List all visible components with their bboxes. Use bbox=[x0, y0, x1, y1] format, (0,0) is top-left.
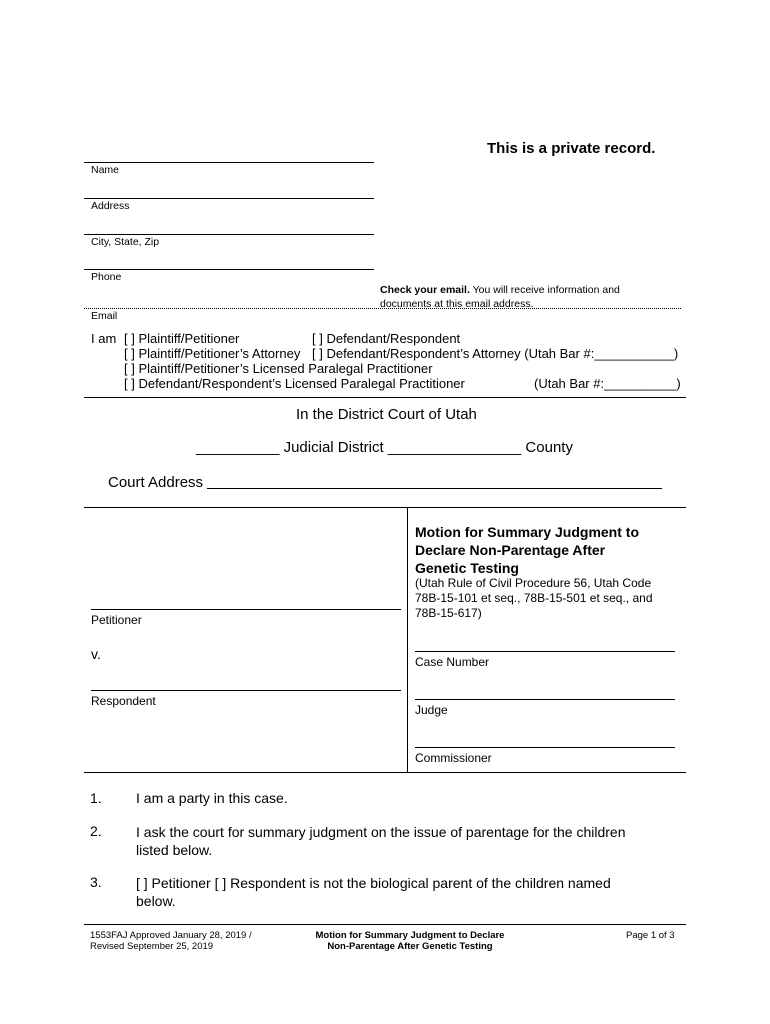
respondent-field[interactable] bbox=[91, 690, 401, 691]
rule-citation: (Utah Rule of Civil Procedure 56, Utah Code 78B-15-101 et seq., 78B-15-501 et seq., and 78B-15-617) bbox=[415, 576, 653, 620]
footer-page-number: Page 1 of 3 bbox=[626, 930, 675, 941]
case-number-field[interactable] bbox=[415, 651, 675, 652]
item-3-text: [ ] Petitioner [ ] Respondent is not the biological parent of the children named below. bbox=[136, 875, 611, 909]
footer-form-title: Motion for Summary Judgment to Declare Non-Parentage After Genetic Testing bbox=[315, 930, 505, 952]
case-number-label: Case Number bbox=[415, 655, 490, 669]
plaintiff-paralegal-checkbox[interactable]: [ ] Plaintiff/Petitioner’s Licensed Paralegal Practitioner bbox=[124, 361, 433, 376]
item-1-number: 1. bbox=[90, 790, 102, 806]
defendant-attorney-checkbox[interactable]: [ ] Defendant/Respondent’s Attorney (Utah Bar #:___________) bbox=[312, 346, 679, 361]
court-address-field[interactable] bbox=[207, 488, 662, 489]
footer-form-id: 1553FAJ Approved January 28, 2019 / Revised September 25, 2019 bbox=[90, 930, 252, 952]
phone-label: Phone bbox=[91, 271, 122, 283]
iam-label: I am bbox=[91, 331, 117, 346]
commissioner-field[interactable] bbox=[415, 747, 675, 748]
versus-label: v. bbox=[91, 646, 101, 662]
item-3-number: 3. bbox=[90, 874, 102, 890]
petitioner-label: Petitioner bbox=[91, 613, 142, 627]
court-title: In the District Court of Utah bbox=[296, 406, 477, 423]
check-email-notice bbox=[380, 283, 680, 311]
commissioner-label: Commissioner bbox=[415, 751, 492, 765]
defendant-paralegal-checkbox[interactable]: [ ] Defendant/Respondent’s Licensed Paralegal Practitioner bbox=[124, 376, 465, 391]
item-1-text: I am a party in this case. bbox=[136, 790, 288, 806]
item-2-number: 2. bbox=[90, 823, 102, 839]
check-email-bold: Check your email. bbox=[380, 284, 470, 296]
respondent-label: Respondent bbox=[91, 694, 156, 708]
address-label: Address bbox=[91, 200, 130, 212]
plaintiff-petitioner-checkbox[interactable]: [ ] Plaintiff/Petitioner bbox=[124, 331, 240, 346]
judge-label: Judge bbox=[415, 703, 448, 717]
defendant-respondent-checkbox[interactable]: [ ] Defendant/Respondent bbox=[312, 331, 461, 346]
plaintiff-attorney-checkbox[interactable]: [ ] Plaintiff/Petitioner’s Attorney bbox=[124, 346, 301, 361]
email-label: Email bbox=[91, 310, 118, 322]
check-email-text-2: documents at this email address. bbox=[380, 298, 534, 310]
check-email-text-1: You will receive information and bbox=[469, 284, 620, 296]
petitioner-field[interactable] bbox=[91, 609, 401, 610]
item-2-text: I ask the court for summary judgment on the issue of parentage for the children listed below. bbox=[136, 824, 626, 858]
motion-title: Motion for Summary Judgment to Declare Non-Parentage After Genetic Testing bbox=[415, 524, 639, 576]
private-record-notice: This is a private record. bbox=[487, 140, 656, 157]
city-state-zip-label: City, State, Zip bbox=[91, 236, 160, 248]
name-label: Name bbox=[91, 164, 120, 176]
court-address-label: Court Address bbox=[108, 474, 204, 491]
paralegal-bar-number[interactable]: (Utah Bar #:__________) bbox=[534, 376, 681, 391]
judicial-district-line[interactable]: __________ Judicial District ________________ County bbox=[196, 439, 573, 456]
judge-field[interactable] bbox=[415, 699, 675, 700]
